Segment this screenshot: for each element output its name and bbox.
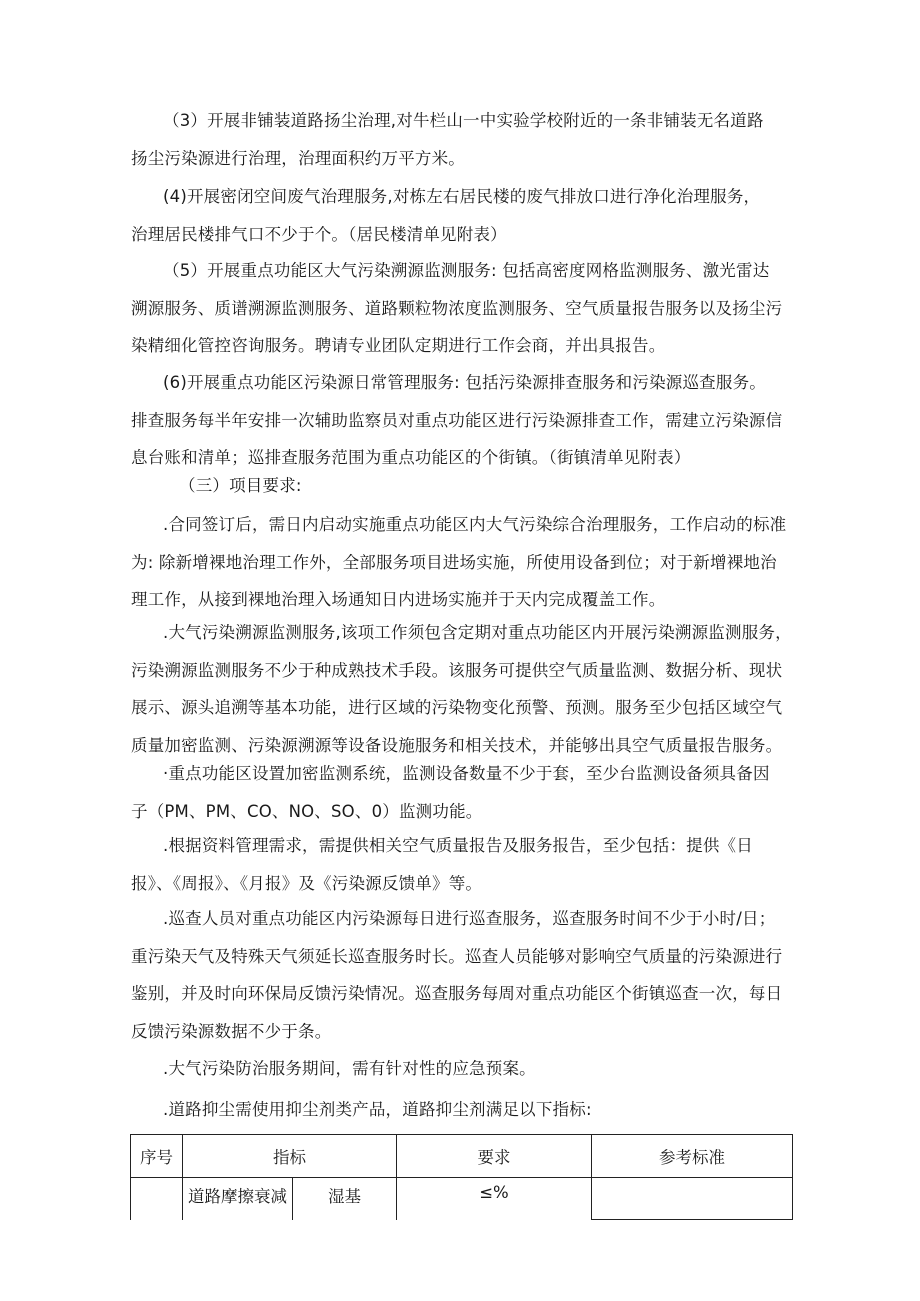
text-line: 反馈污染源数据不少于条。 <box>131 1021 332 1041</box>
text-line: .大气污染防治服务期间，需有针对性的应急预案。 <box>163 1059 536 1078</box>
paragraph-item-3 <box>131 102 795 177</box>
text-line: 染精细化管控咨询服务。聘请专业团队定期进行工作会商，并出具报告。 <box>131 336 666 356</box>
requirement-5 <box>131 900 795 1050</box>
text-line: 溯源服务、质谱溯源监测服务、道路颗粒物浓度监测服务、空气质量报告服务以及扬尘污 <box>131 298 783 318</box>
header-indicator: 指标 <box>183 1135 397 1178</box>
text-line: （3）开展非铺装道路扬尘治理,对牛栏山一中实验学校附近的一条非铺装无名道路 <box>163 111 764 130</box>
cell-requirement: ≤% <box>397 1178 592 1220</box>
text-line: 治理居民楼排气口不少于个。（居民楼清单见附表） <box>131 224 507 244</box>
cell-sub-indicator: 湿基 <box>293 1178 397 1220</box>
text-line: 扬尘污染源进行治理，治理面积约万平方米。 <box>131 148 465 168</box>
text-line: .道路抑尘需使用抑尘剂类产品，道路抑尘剂满足以下指标: <box>163 1100 592 1119</box>
section-heading <box>131 467 795 505</box>
section-title: （三）项目要求: <box>179 476 302 495</box>
table-row <box>131 1178 793 1220</box>
requirement-1 <box>131 506 795 619</box>
text-line: 理工作，从接到裸地治理入场通知日内进场实施并于天内完成覆盖工作。 <box>131 590 666 610</box>
cell-seq <box>131 1178 183 1220</box>
text-line: 重污染天气及特殊天气须延长巡查服务时长。巡查人员能够对影响空气质量的污染源进行 <box>131 946 783 966</box>
text-line: 息台账和清单；巡排查服务范围为重点功能区的个街镇。（街镇清单见附表） <box>131 448 691 468</box>
text-line: (4)开展密闭空间废气治理服务,对栋左右居民楼的废气排放口进行净化治理服务， <box>163 187 761 206</box>
requirement-4 <box>131 827 795 902</box>
text-line: 污染溯源监测服务不少于种成熟技术手段。该服务可提供空气质量监测、数据分析、现状 <box>131 660 783 680</box>
requirement-3 <box>131 755 795 830</box>
cell-standard <box>592 1178 793 1220</box>
requirement-7 <box>131 1091 795 1129</box>
text-line: .巡查人员对重点功能区内污染源每日进行巡查服务，巡查服务时间不少于小时/日； <box>163 909 776 928</box>
cell-indicator: 道路摩擦衰减 <box>183 1178 293 1220</box>
indicator-table <box>130 1134 793 1220</box>
text-line: （5）开展重点功能区大气污染溯源监测服务: 包括高密度网格监测服务、激光雷达 <box>163 261 770 280</box>
text-line: 为: 除新增裸地治理工作外，全部服务项目进场实施，所使用设备到位；对于新增裸地治 <box>131 552 777 572</box>
paragraph-item-4 <box>131 178 795 253</box>
text-line: 展示、源头追溯等基本功能，进行区域的污染物变化预警、预测。服务至少包括区域空气 <box>131 698 783 718</box>
text-line: .合同签订后，需日内启动实施重点功能区内大气污染综合治理服务，工作启动的标准 <box>163 515 787 534</box>
table-header-row <box>131 1135 793 1178</box>
text-line: .大气污染溯源监测服务,该项工作须包含定期对重点功能区内开展污染溯源监测服务， <box>163 623 792 642</box>
header-requirement: 要求 <box>397 1135 592 1178</box>
text-line: (6)开展重点功能区污染源日常管理服务: 包括污染源排查服务和污染源巡查服务。 <box>163 373 766 392</box>
requirement-6 <box>131 1050 795 1088</box>
text-line: 子（PM、PM、CO、NO、SO、0）监测功能。 <box>131 801 483 821</box>
paragraph-item-5 <box>131 252 795 365</box>
text-line: ·重点功能区设置加密监测系统，监测设备数量不少于套，至少台监测设备须具备因 <box>163 764 770 783</box>
header-standard: 参考标准 <box>592 1135 793 1178</box>
requirement-2 <box>131 614 795 764</box>
text-line: 排查服务每半年安排一次辅助监察员对重点功能区进行污染源排查工作，需建立污染源信 <box>131 410 783 430</box>
text-line: 报》、《周报》、《月报》及《污染源反馈单》等。 <box>131 873 483 893</box>
header-seq: 序号 <box>131 1135 183 1178</box>
text-line: 鉴别，并及时向环保局反馈污染情况。巡查服务每周对重点功能区个街镇巡查一次，每日 <box>131 984 783 1004</box>
text-line: 质量加密监测、污染源溯源等设备设施服务和相关技术，并能够出具空气质量报告服务。 <box>131 735 783 755</box>
paragraph-item-6 <box>131 364 795 477</box>
text-line: .根据资料管理需求，需提供相关空气质量报告及服务报告，至少包括：提供《日 <box>163 836 753 855</box>
